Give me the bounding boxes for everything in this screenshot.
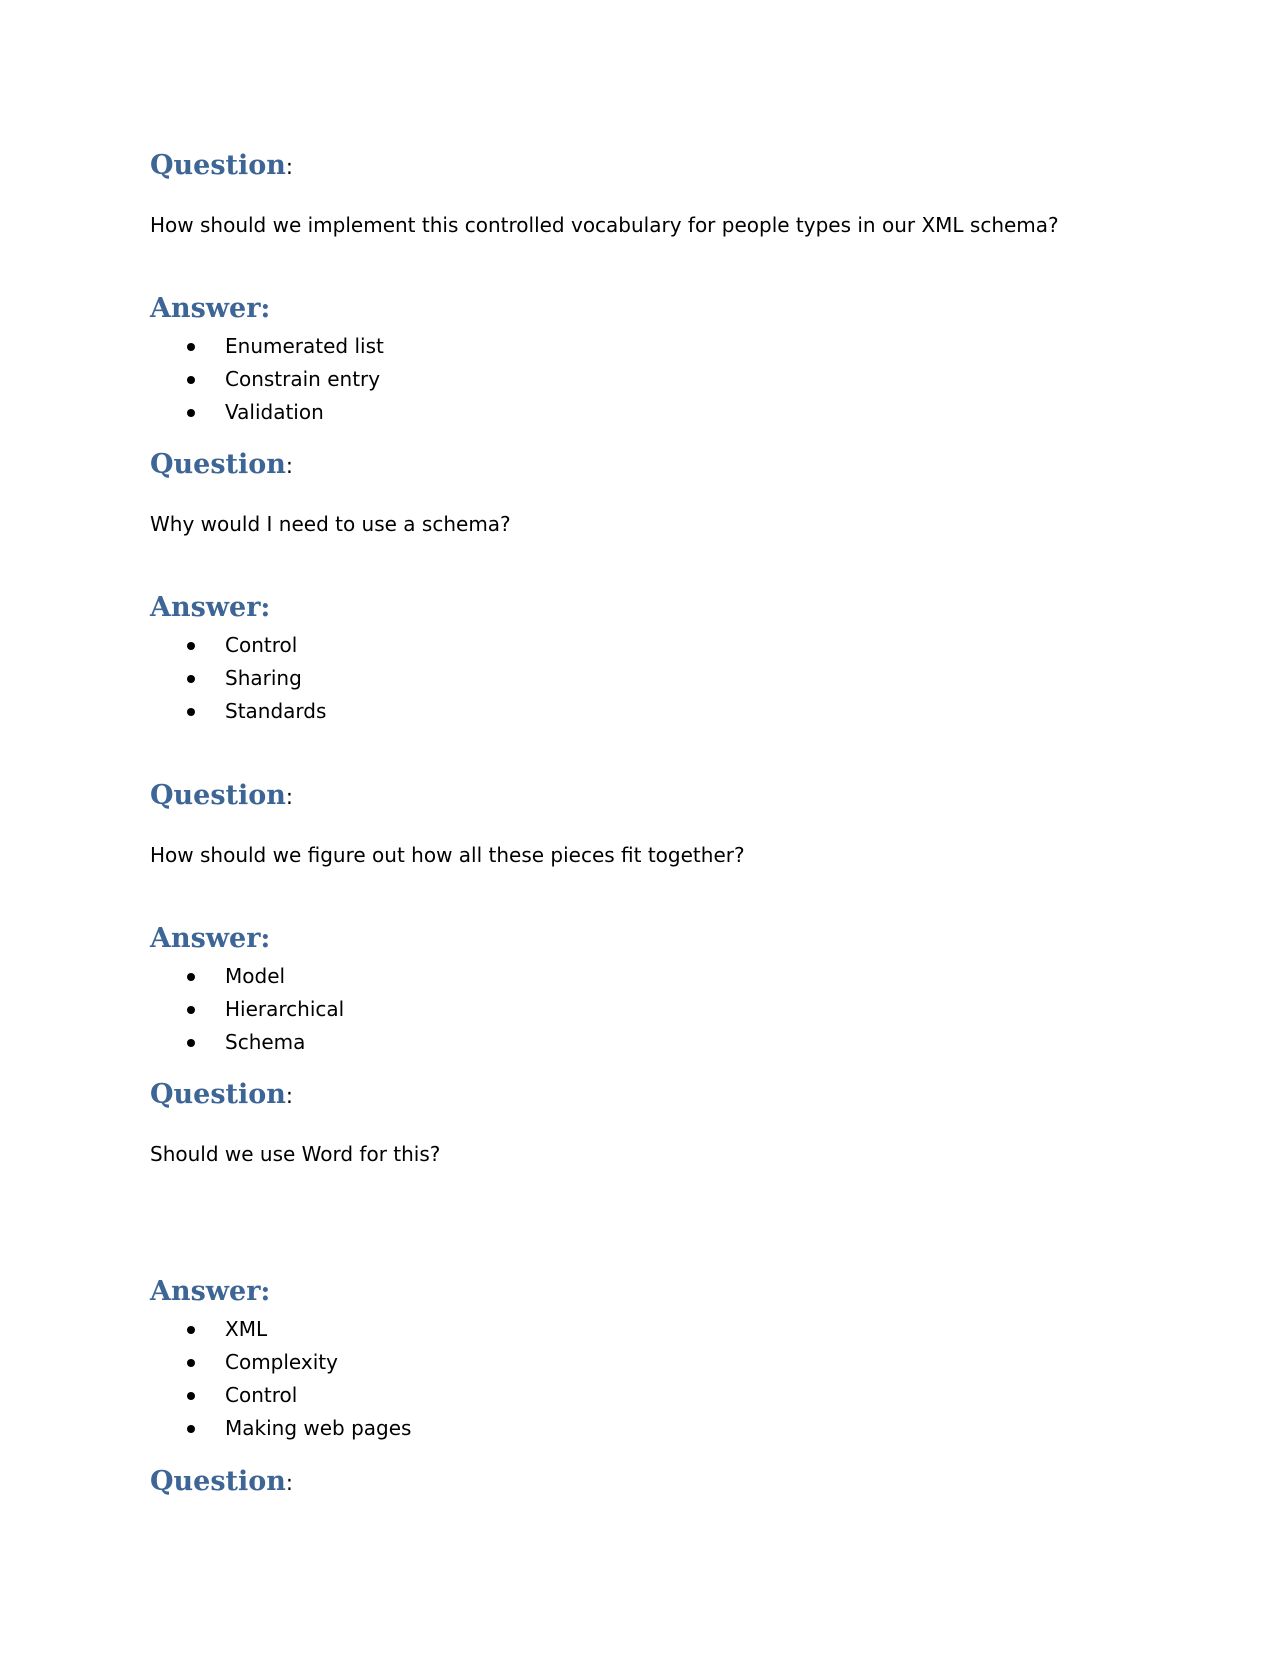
bullet-icon (187, 973, 195, 981)
list-item (150, 330, 1150, 363)
list-item-text: Making web pages (225, 1416, 412, 1440)
list-item (150, 662, 1150, 695)
answer-list (150, 1313, 1150, 1445)
list-item-text: Hierarchical (225, 997, 345, 1021)
question-heading (150, 1079, 1150, 1112)
bullet-icon (187, 675, 195, 683)
list-item-text: XML (225, 1317, 268, 1341)
bullet-icon (187, 376, 195, 384)
question-text (150, 212, 1150, 238)
answer-heading (150, 293, 1150, 325)
answer-label: Answer: (150, 1276, 271, 1307)
list-item (150, 1412, 1150, 1445)
bullet-icon (187, 1359, 195, 1367)
list-item (150, 363, 1150, 396)
question-heading (150, 150, 1150, 183)
bullet-icon (187, 1425, 195, 1433)
question-colon: : (285, 785, 293, 809)
question-colon: : (285, 155, 293, 179)
bullet-icon (187, 642, 195, 650)
list-item (150, 1026, 1150, 1059)
bullet-icon (187, 1392, 195, 1400)
list-item-text: Standards (225, 699, 327, 723)
answer-list (150, 330, 1150, 429)
bullet-icon (187, 1326, 195, 1334)
list-item-text: Complexity (225, 1350, 338, 1374)
question-label: Question (150, 1079, 286, 1110)
question-heading (150, 1466, 1150, 1499)
list-item-text: Constrain entry (225, 367, 381, 391)
bullet-icon (187, 343, 195, 351)
question-colon: : (285, 454, 293, 478)
answer-heading (150, 923, 1150, 955)
answer-list (150, 960, 1150, 1059)
list-item-text: Validation (225, 400, 324, 424)
list-item (150, 629, 1150, 662)
question-colon: : (285, 1084, 293, 1108)
question-label: Question (150, 449, 286, 480)
question-colon: : (285, 1471, 293, 1495)
bullet-icon (187, 708, 195, 716)
question-text (150, 511, 1150, 537)
list-item-text: Control (225, 1383, 298, 1407)
question-label: Question (150, 150, 286, 181)
question-text (150, 1141, 1150, 1167)
answer-label: Answer: (150, 293, 271, 324)
list-item-text: Model (225, 964, 286, 988)
question-heading (150, 780, 1150, 813)
list-item-text: Schema (225, 1030, 306, 1054)
list-item-text: Control (225, 633, 298, 657)
answer-list (150, 629, 1150, 728)
list-item (150, 993, 1150, 1026)
question-heading (150, 449, 1150, 482)
list-item-text: Sharing (225, 666, 302, 690)
list-item-text: Enumerated list (225, 334, 384, 358)
list-item (150, 1346, 1150, 1379)
answer-heading (150, 1276, 1150, 1308)
list-item (150, 1379, 1150, 1412)
question-text (150, 842, 1150, 868)
question-text-content: Should we use Word for this? (150, 1142, 441, 1166)
answer-label: Answer: (150, 592, 271, 623)
list-item (150, 396, 1150, 429)
question-text-content: How should we figure out how all these pieces fit together? (150, 843, 745, 867)
bullet-icon (187, 1006, 195, 1014)
bullet-icon (187, 1039, 195, 1047)
answer-heading (150, 592, 1150, 624)
answer-label: Answer: (150, 923, 271, 954)
list-item (150, 960, 1150, 993)
question-label: Question (150, 1466, 286, 1497)
question-label: Question (150, 780, 286, 811)
list-item (150, 1313, 1150, 1346)
question-text-content: How should we implement this controlled vocabulary for people types in our XML schema? (150, 213, 1059, 237)
question-text-content: Why would I need to use a schema? (150, 512, 511, 536)
bullet-icon (187, 409, 195, 417)
list-item (150, 695, 1150, 728)
